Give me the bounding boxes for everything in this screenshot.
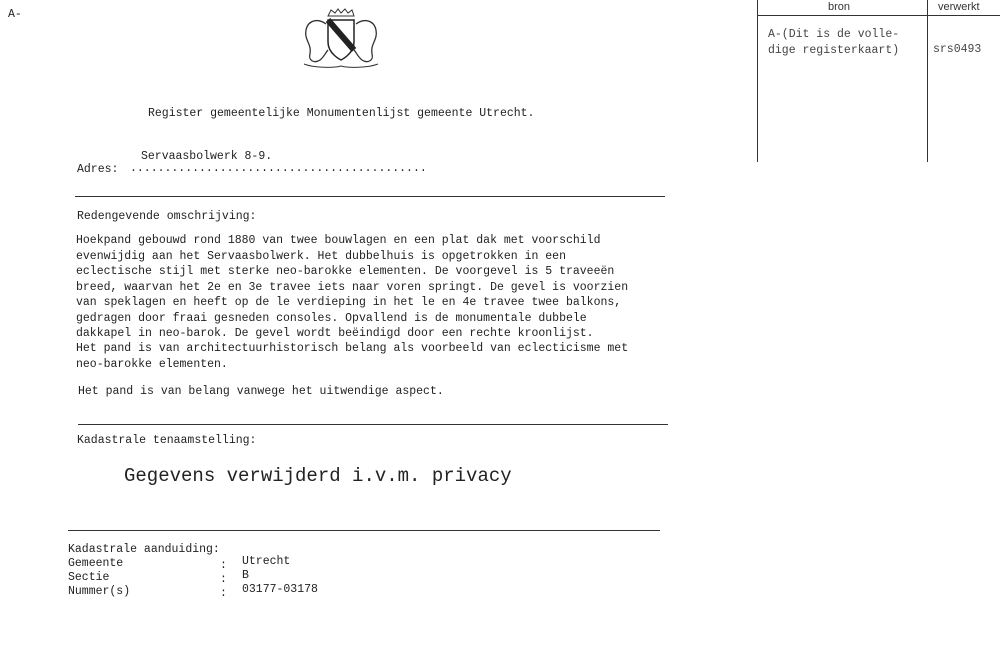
page-title: Register gemeentelijke Monumentenlijst gemeente Utrecht. (148, 107, 535, 120)
aanduiding-value: B (242, 569, 249, 582)
omschrijving-paragraph: Het pand is van architectuurhistorisch belang als voorbeeld van eclecticisme met neo-barokke elementen. (76, 342, 629, 371)
corner-mark: A- (8, 8, 22, 21)
aanduiding-value: 03177-03178 (242, 583, 318, 596)
verwerkt-value: srs0493 (933, 43, 982, 56)
aanduiding-key: Nummer(s) (68, 585, 131, 598)
omschrijving-paragraph: Hoekpand gebouwd rond 1880 van twee bouwlagen en een plat dak met voorschild evenwijdig aan het Servaasbolwerk. Het dubbelhuis is opgetrokken in een eclectische stijl met sterke neo-barokke elementen. De voorgevel is 5 traveeën breed, waarvan het 2e en 3e travee iets naar voren springt. De gevel is voorzien van speklagen en heeft op de le verdieping in het le en 4e travee twee balkons, gedragen door fraai gesneden consoles. Opvallend is de monumentale dubbele dakkapel in neo-barok. De gevel wordt beëindigd door een rechte kroonlijst. (76, 234, 629, 340)
adres-dots: ........................................... (130, 162, 427, 175)
omschrijving-paragraph: Het pand is van belang vanwege het uitwendige aspect. (78, 385, 444, 398)
aanduiding-key: Sectie (68, 571, 110, 584)
bron-header: bron (828, 1, 851, 13)
adres-value: Servaasbolwerk 8-9. (141, 150, 273, 163)
tenaamstelling-label: Kadastrale tenaamstelling: (77, 434, 257, 447)
omschrijving-label: Redengevende omschrijving: (77, 210, 257, 223)
utrecht-coat-of-arms-logo (298, 8, 384, 70)
verwerkt-header: verwerkt (938, 1, 980, 13)
tenaamstelling-value: Gegevens verwijderd i.v.m. privacy (124, 465, 512, 487)
adres-label: Adres: (77, 163, 119, 176)
bron-value: A-(Dit is de volle- dige registerkaart) (768, 28, 900, 57)
aanduiding-label: Kadastrale aanduiding: (68, 543, 220, 556)
aanduiding-value: Utrecht (242, 555, 291, 568)
aanduiding-key: Gemeente (68, 557, 124, 570)
